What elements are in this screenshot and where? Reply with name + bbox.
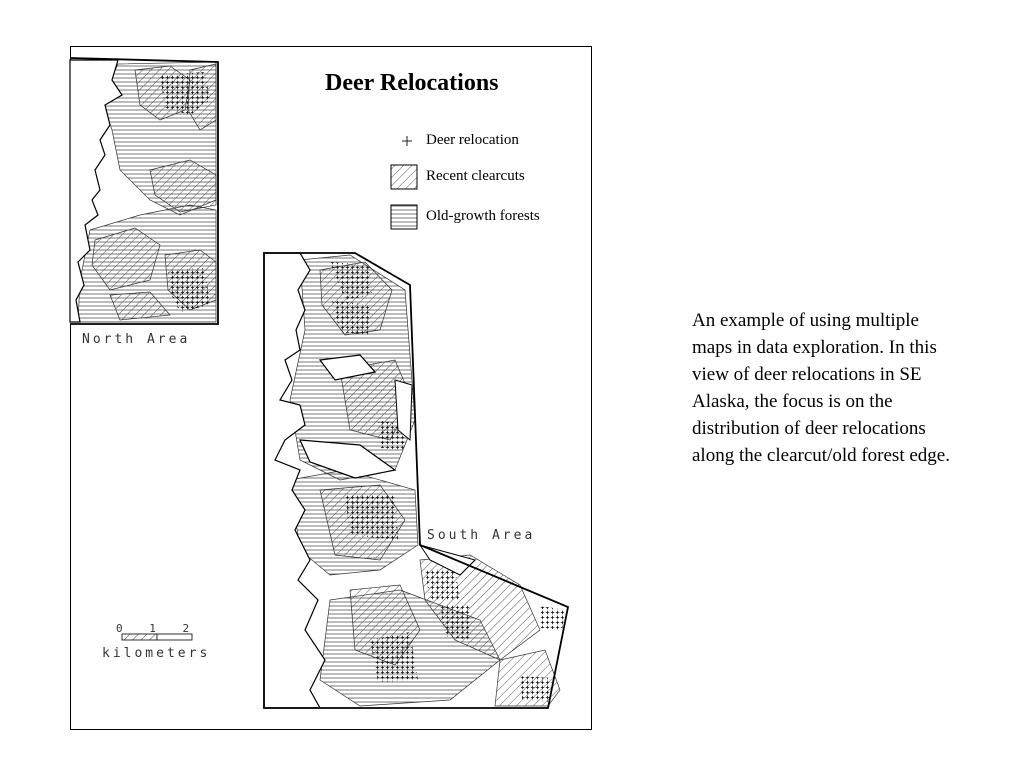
plus-icon: [402, 136, 412, 146]
scale-tick-1: 1: [149, 622, 156, 635]
horizontal-hatch-icon: [391, 205, 417, 229]
map-title: Deer Relocations: [325, 70, 499, 96]
legend-label-recent-clearcuts: Recent clearcuts: [426, 168, 525, 184]
legend-label-old-growth-forests: Old-growth forests: [426, 208, 540, 224]
north-area-label: North Area: [82, 332, 191, 347]
legend-label-deer-relocation: Deer relocation: [426, 132, 519, 148]
diagonal-hatch-icon: [391, 165, 417, 189]
scale-ticks: [116, 622, 189, 635]
scale-unit-label: kilometers: [102, 646, 211, 661]
south-area-label: South Area: [427, 528, 536, 543]
legend-symbols: [391, 136, 417, 229]
south-area-map: [264, 253, 568, 708]
scale-tick-0: 0: [116, 622, 123, 635]
caption-text: An example of using multiple maps in data exploration. In this view of deer relocations in SE Alaska, the focus is on the distribution of deer relocations along the clearcut/old forest edge.: [692, 310, 950, 466]
scale-tick-2: 2: [182, 622, 190, 635]
north-area-map: [70, 58, 218, 324]
